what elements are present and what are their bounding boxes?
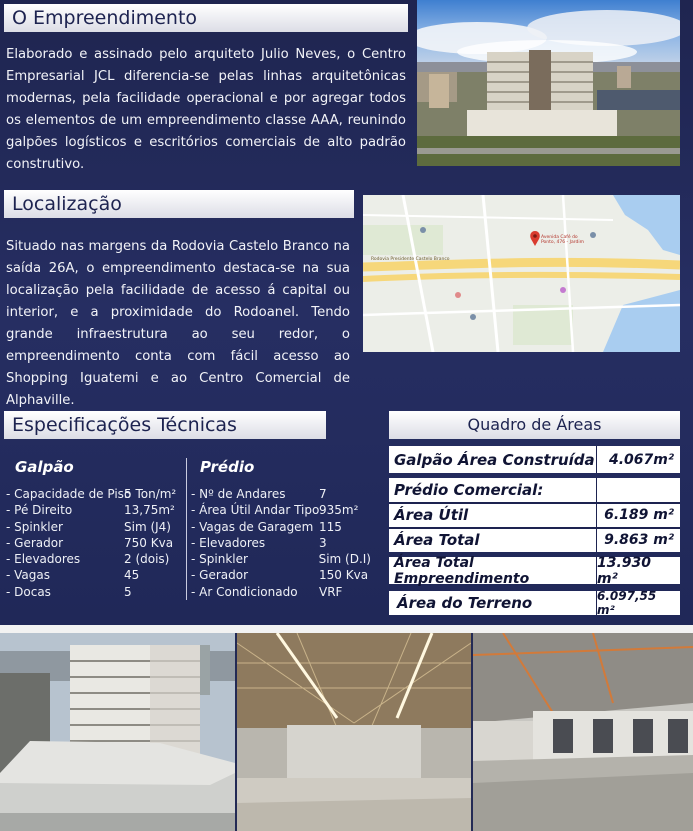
area-header: Prédio Comercial: [394,481,544,499]
building-aerial-photo [417,0,680,166]
spec-row [191,486,371,502]
spec-value: 5 [124,584,132,599]
area-terreno-box [389,591,680,615]
spec-label: - Gerador [6,535,64,550]
spec-row [191,535,371,551]
localizacao-paragraph: Situado nas margens da Rodovia Castelo Branco na saída 26A, o empreendimento destaca-se na sua localização pela facilidade de acesso á capital ou interior, e a proximidade do Rodoanel. Tendo grande infraestrutura ao seu redor, o empreendimento conta com fácil acesso ao Shopping Iguatemi e ao Centro Comercial de Alphaville. [6,239,350,408]
spec-row [6,551,182,567]
spec-row [191,551,371,567]
spec-row [6,486,182,502]
spec-value: 150 Kva [319,568,369,583]
spec-row [191,584,371,600]
section-title-localizacao [4,190,354,218]
spec-row [6,502,182,518]
area-row [389,446,680,473]
spec-row [191,567,371,583]
spec-value: 3 [319,535,327,550]
area-value: 9.863 m² [596,528,680,552]
area-row [389,478,680,502]
area-row [389,503,680,527]
predio-spec-list [191,486,371,600]
area-row [389,591,680,615]
spec-label: - Elevadores [191,535,266,550]
spec-value: 7 [319,487,327,501]
section-title-especificacoes [4,411,326,439]
map-pin-label: Avenida Café do Ponto, 476 - Jardim [541,235,584,245]
spec-value: 115 [319,519,342,534]
area-value-empty [596,478,680,502]
area-predio-box [389,478,680,552]
photo-strip-border [0,625,693,633]
spec-label: - Ar Condicionado [191,584,298,599]
spec-label: - Spinkler [191,552,248,567]
spec-label: - Pé Direito [6,503,73,518]
warehouse-interior-photo [237,633,471,831]
area-value: 13.930 m² [596,557,680,584]
spec-label: - Spinkler [6,519,63,534]
section-title-text: Localização [12,193,122,215]
area-row [389,554,680,587]
spec-row [191,502,371,518]
building-photo-exterior [0,633,235,831]
area-empreendimento-box [389,554,680,587]
spec-value: 750 Kva [124,535,174,550]
area-value: 6.097,55 m² [596,591,680,615]
spec-value: 5 Ton/m² [124,487,177,501]
spec-label: - Gerador [191,568,249,583]
spec-divider [186,458,187,600]
area-label: Área Útil [394,506,469,524]
spec-value: Sim (D.I) [318,552,371,567]
spec-label: - Capacidade de Piso [6,487,132,501]
spec-value: VRF [319,584,343,599]
spec-label: - Vagas [6,568,50,583]
area-value: 6.189 m² [596,503,680,527]
spec-value: 935m² [319,503,359,518]
area-label: Galpão Área Construída [394,450,595,469]
galpao-spec-list [6,486,182,600]
section-title-text: Especificações Técnicas [12,414,237,436]
spec-value: Sim (J4) [124,519,171,534]
spec-label: - Docas [6,584,51,599]
spec-label: - Vagas de Garagem [191,519,314,534]
map-road-label: Rodovia Presidente Castelo Branco [371,257,450,262]
galpao-heading: Galpão [15,458,74,476]
location-map[interactable] [363,195,680,352]
spec-label: - Elevadores [6,552,81,567]
area-label: Área Total Empreendimento [394,554,530,587]
section-title-empreendimento [4,4,408,32]
area-galpao-box [389,446,680,473]
office-interior-photo [473,633,693,831]
spec-value: 2 (dois) [124,552,170,567]
empreendimento-paragraph: Elaborado e assinado pelo arquiteto Julio Neves, o Centro Empresarial JCL diferencia-se pelas linhas arquitetônicas modernas, pela facilidade operacional e por agregar todos os elementos de um empreendimento classe AAA, reunindo galpões logísticos e escritórios comerciais de alto padrão construtivo. [6,47,406,172]
section-title-text: O Empreendimento [12,7,198,29]
spec-value: 13,75m² [124,503,175,518]
spec-label: - Nº de Andares [191,487,286,501]
quadro-areas-title [389,411,680,439]
spec-row [6,567,182,583]
area-label: Área Total [394,531,480,549]
spec-row [6,535,182,551]
area-value: 4.067m² [596,446,680,473]
predio-heading: Prédio [200,458,255,476]
spec-label: - Área Útil Andar Tipo [191,503,320,518]
area-row [389,528,680,552]
area-label: Área do Terreno [397,594,533,612]
section-title-text: Quadro de Áreas [467,415,602,434]
spec-value: 45 [124,568,140,583]
spec-row [6,584,182,600]
spec-row [6,519,182,535]
spec-row [191,519,371,535]
